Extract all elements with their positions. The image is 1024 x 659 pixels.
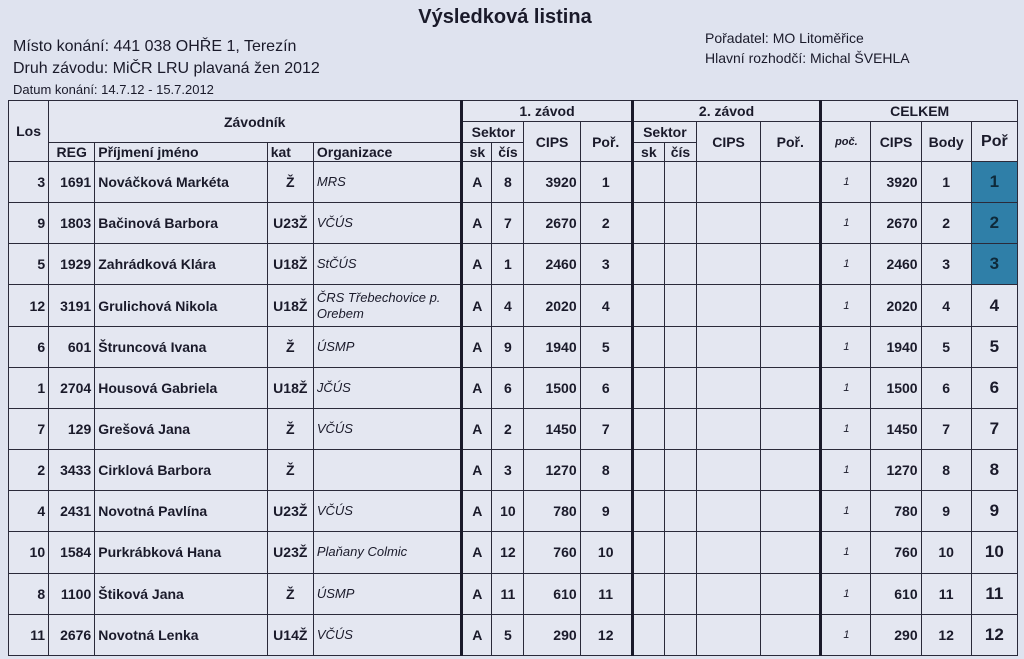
cell-por: 9 bbox=[580, 491, 632, 532]
cell-total-por: 11 bbox=[971, 573, 1017, 614]
cell-cips: 2020 bbox=[524, 285, 580, 326]
cell-cis2 bbox=[664, 367, 696, 408]
cell-cips: 1940 bbox=[524, 326, 580, 367]
cell-body: 4 bbox=[921, 285, 971, 326]
cell-sk: A bbox=[462, 326, 492, 367]
cell-total-por: 2 bbox=[971, 203, 1017, 244]
organizer-text: Pořadatel: MO Litoměřice bbox=[705, 30, 864, 46]
cell-name: Grešová Jana bbox=[95, 408, 268, 449]
cell-cips: 2460 bbox=[524, 244, 580, 285]
col-cips-2: CIPS bbox=[696, 122, 760, 162]
table-row bbox=[9, 326, 1018, 367]
cell-org: ÚSMP bbox=[313, 326, 461, 367]
cell-total-cips: 780 bbox=[871, 491, 921, 532]
cell-los: 8 bbox=[9, 573, 49, 614]
cell-sk: A bbox=[462, 408, 492, 449]
cell-kat: U23Ž bbox=[267, 491, 313, 532]
table-row bbox=[9, 491, 1018, 532]
cell-sk2 bbox=[632, 326, 664, 367]
cell-cis: 8 bbox=[492, 162, 524, 203]
cell-total-por: 5 bbox=[971, 326, 1017, 367]
cell-cips: 3920 bbox=[524, 162, 580, 203]
cell-poc: 1 bbox=[821, 367, 871, 408]
col-body: Body bbox=[921, 122, 971, 162]
cell-kat: Ž bbox=[267, 162, 313, 203]
col-sk-1: sk bbox=[462, 143, 492, 162]
cell-kat: U18Ž bbox=[267, 367, 313, 408]
cell-cis2 bbox=[664, 450, 696, 491]
cell-por2 bbox=[761, 614, 821, 655]
cell-sk: A bbox=[462, 573, 492, 614]
cell-kat: U14Ž bbox=[267, 614, 313, 655]
cell-los: 1 bbox=[9, 367, 49, 408]
col-por-2: Poř. bbox=[761, 122, 821, 162]
cell-los: 5 bbox=[9, 244, 49, 285]
cell-total-por: 3 bbox=[971, 244, 1017, 285]
cell-poc: 1 bbox=[821, 408, 871, 449]
cell-name: Cirklová Barbora bbox=[95, 450, 268, 491]
venue-text: Místo konání: 441 038 OHŘE 1, Terezín bbox=[13, 38, 297, 55]
cell-por2 bbox=[761, 244, 821, 285]
cell-cis: 2 bbox=[492, 408, 524, 449]
cell-los: 6 bbox=[9, 326, 49, 367]
judge-text: Hlavní rozhodčí: Michal ŠVEHLA bbox=[705, 50, 910, 66]
cell-org: VČÚS bbox=[313, 491, 461, 532]
cell-por2 bbox=[761, 408, 821, 449]
table-row bbox=[9, 408, 1018, 449]
col-sektor-1: Sektor bbox=[462, 122, 524, 143]
col-cis-1: čís bbox=[492, 143, 524, 162]
cell-org: Plaňany Colmic bbox=[313, 532, 461, 573]
cell-kat: Ž bbox=[267, 408, 313, 449]
cell-total-cips: 1500 bbox=[871, 367, 921, 408]
cell-sk: A bbox=[462, 491, 492, 532]
cell-cis2 bbox=[664, 326, 696, 367]
cell-total-cips: 2670 bbox=[871, 203, 921, 244]
cell-cis: 4 bbox=[492, 285, 524, 326]
col-por-total: Poř bbox=[971, 122, 1017, 162]
cell-org: JČÚS bbox=[313, 367, 461, 408]
cell-cis: 12 bbox=[492, 532, 524, 573]
cell-sk: A bbox=[462, 532, 492, 573]
cell-kat: Ž bbox=[267, 573, 313, 614]
cell-body: 11 bbox=[921, 573, 971, 614]
cell-los: 11 bbox=[9, 614, 49, 655]
cell-reg: 2676 bbox=[49, 614, 95, 655]
cell-total-por: 8 bbox=[971, 450, 1017, 491]
cell-poc: 1 bbox=[821, 285, 871, 326]
cell-total-por: 1 bbox=[971, 162, 1017, 203]
col-zavodnik: Závodník bbox=[49, 101, 462, 143]
cell-los: 7 bbox=[9, 408, 49, 449]
cell-por: 3 bbox=[580, 244, 632, 285]
col-kat: kat bbox=[267, 143, 313, 162]
race-type-text: Druh závodu: MiČR LRU plavaná žen 2012 bbox=[13, 60, 320, 77]
cell-cis2 bbox=[664, 573, 696, 614]
cell-cips2 bbox=[696, 614, 760, 655]
cell-sk: A bbox=[462, 285, 492, 326]
cell-por: 6 bbox=[580, 367, 632, 408]
cell-por: 11 bbox=[580, 573, 632, 614]
cell-sk2 bbox=[632, 532, 664, 573]
cell-name: Housová Gabriela bbox=[95, 367, 268, 408]
cell-cips2 bbox=[696, 244, 760, 285]
cell-body: 2 bbox=[921, 203, 971, 244]
cell-cis2 bbox=[664, 491, 696, 532]
cell-cis2 bbox=[664, 408, 696, 449]
table-row bbox=[9, 285, 1018, 326]
cell-reg: 3433 bbox=[49, 450, 95, 491]
cell-total-por: 6 bbox=[971, 367, 1017, 408]
cell-cips: 2670 bbox=[524, 203, 580, 244]
col-total: CELKEM bbox=[821, 101, 1018, 122]
cell-total-cips: 1270 bbox=[871, 450, 921, 491]
cell-total-cips: 1940 bbox=[871, 326, 921, 367]
results-body bbox=[9, 162, 1018, 656]
col-org: Organizace bbox=[313, 143, 461, 162]
cell-poc: 1 bbox=[821, 450, 871, 491]
table-row bbox=[9, 614, 1018, 655]
cell-name: Zahrádková Klára bbox=[95, 244, 268, 285]
cell-cips: 760 bbox=[524, 532, 580, 573]
cell-reg: 2704 bbox=[49, 367, 95, 408]
cell-body: 1 bbox=[921, 162, 971, 203]
cell-cips: 1500 bbox=[524, 367, 580, 408]
cell-org: VČÚS bbox=[313, 203, 461, 244]
cell-los: 9 bbox=[9, 203, 49, 244]
cell-los: 4 bbox=[9, 491, 49, 532]
cell-org: StČÚS bbox=[313, 244, 461, 285]
cell-total-cips: 2020 bbox=[871, 285, 921, 326]
results-table bbox=[8, 100, 1018, 656]
cell-name: Bačinová Barbora bbox=[95, 203, 268, 244]
col-race2: 2. závod bbox=[632, 101, 821, 122]
cell-total-por: 12 bbox=[971, 614, 1017, 655]
cell-cis: 9 bbox=[492, 326, 524, 367]
cell-sk2 bbox=[632, 367, 664, 408]
cell-org: ÚSMP bbox=[313, 573, 461, 614]
cell-sk: A bbox=[462, 162, 492, 203]
cell-poc: 1 bbox=[821, 326, 871, 367]
cell-cips2 bbox=[696, 367, 760, 408]
cell-kat: Ž bbox=[267, 450, 313, 491]
cell-sk: A bbox=[462, 367, 492, 408]
table-row bbox=[9, 367, 1018, 408]
cell-poc: 1 bbox=[821, 491, 871, 532]
cell-los: 3 bbox=[9, 162, 49, 203]
cell-por: 2 bbox=[580, 203, 632, 244]
cell-org bbox=[313, 450, 461, 491]
cell-poc: 1 bbox=[821, 573, 871, 614]
cell-por2 bbox=[761, 450, 821, 491]
cell-org: VČÚS bbox=[313, 408, 461, 449]
cell-por2 bbox=[761, 326, 821, 367]
cell-por2 bbox=[761, 162, 821, 203]
cell-body: 6 bbox=[921, 367, 971, 408]
cell-cis2 bbox=[664, 244, 696, 285]
cell-sk2 bbox=[632, 614, 664, 655]
cell-por: 1 bbox=[580, 162, 632, 203]
cell-cips2 bbox=[696, 408, 760, 449]
cell-por: 12 bbox=[580, 614, 632, 655]
cell-cis: 1 bbox=[492, 244, 524, 285]
cell-body: 3 bbox=[921, 244, 971, 285]
cell-por2 bbox=[761, 203, 821, 244]
cell-kat: U18Ž bbox=[267, 244, 313, 285]
cell-cis: 11 bbox=[492, 573, 524, 614]
cell-reg: 1929 bbox=[49, 244, 95, 285]
cell-sk2 bbox=[632, 162, 664, 203]
table-row bbox=[9, 532, 1018, 573]
cell-name: Štiková Jana bbox=[95, 573, 268, 614]
cell-por: 5 bbox=[580, 326, 632, 367]
cell-poc: 1 bbox=[821, 614, 871, 655]
col-sektor-2: Sektor bbox=[632, 122, 696, 143]
cell-reg: 601 bbox=[49, 326, 95, 367]
cell-total-cips: 290 bbox=[871, 614, 921, 655]
cell-reg: 1584 bbox=[49, 532, 95, 573]
cell-kat: U23Ž bbox=[267, 203, 313, 244]
cell-los: 10 bbox=[9, 532, 49, 573]
cell-total-cips: 2460 bbox=[871, 244, 921, 285]
cell-por2 bbox=[761, 285, 821, 326]
cell-org: ČRS Třebechovice p. Orebem bbox=[313, 285, 461, 326]
cell-cips2 bbox=[696, 573, 760, 614]
cell-total-por: 10 bbox=[971, 532, 1017, 573]
cell-body: 12 bbox=[921, 614, 971, 655]
cell-los: 12 bbox=[9, 285, 49, 326]
cell-reg: 3191 bbox=[49, 285, 95, 326]
col-por-1: Poř. bbox=[580, 122, 632, 162]
cell-sk2 bbox=[632, 573, 664, 614]
cell-por2 bbox=[761, 573, 821, 614]
page-title: Výsledková listina bbox=[418, 6, 592, 28]
cell-cips2 bbox=[696, 162, 760, 203]
cell-sk2 bbox=[632, 203, 664, 244]
col-cips-1: CIPS bbox=[524, 122, 580, 162]
cell-por2 bbox=[761, 367, 821, 408]
cell-cis2 bbox=[664, 285, 696, 326]
cell-sk2 bbox=[632, 244, 664, 285]
cell-name: Purkrábková Hana bbox=[95, 532, 268, 573]
cell-por: 4 bbox=[580, 285, 632, 326]
cell-poc: 1 bbox=[821, 162, 871, 203]
cell-cis2 bbox=[664, 532, 696, 573]
cell-cis2 bbox=[664, 203, 696, 244]
cell-por2 bbox=[761, 491, 821, 532]
cell-cis: 5 bbox=[492, 614, 524, 655]
cell-total-cips: 3920 bbox=[871, 162, 921, 203]
cell-los: 2 bbox=[9, 450, 49, 491]
cell-sk2 bbox=[632, 491, 664, 532]
cell-reg: 1803 bbox=[49, 203, 95, 244]
cell-total-por: 7 bbox=[971, 408, 1017, 449]
col-poc: poč. bbox=[821, 122, 871, 162]
cell-sk: A bbox=[462, 203, 492, 244]
cell-por: 10 bbox=[580, 532, 632, 573]
cell-total-por: 4 bbox=[971, 285, 1017, 326]
cell-body: 10 bbox=[921, 532, 971, 573]
cell-cips: 1450 bbox=[524, 408, 580, 449]
cell-total-cips: 1450 bbox=[871, 408, 921, 449]
cell-cips2 bbox=[696, 203, 760, 244]
cell-kat: U18Ž bbox=[267, 285, 313, 326]
cell-total-cips: 760 bbox=[871, 532, 921, 573]
cell-cips2 bbox=[696, 450, 760, 491]
cell-name: Novotná Pavlína bbox=[95, 491, 268, 532]
cell-cis: 7 bbox=[492, 203, 524, 244]
cell-cips2 bbox=[696, 532, 760, 573]
results-table-wrap bbox=[8, 100, 1018, 656]
cell-kat: Ž bbox=[267, 326, 313, 367]
cell-sk: A bbox=[462, 244, 492, 285]
cell-name: Štruncová Ivana bbox=[95, 326, 268, 367]
cell-body: 5 bbox=[921, 326, 971, 367]
cell-poc: 1 bbox=[821, 532, 871, 573]
cell-org: MRS bbox=[313, 162, 461, 203]
cell-cips: 610 bbox=[524, 573, 580, 614]
col-reg: REG bbox=[49, 143, 95, 162]
col-cis-2: čís bbox=[664, 143, 696, 162]
col-race1: 1. závod bbox=[462, 101, 632, 122]
cell-total-cips: 610 bbox=[871, 573, 921, 614]
cell-body: 9 bbox=[921, 491, 971, 532]
cell-cips2 bbox=[696, 285, 760, 326]
cell-reg: 1691 bbox=[49, 162, 95, 203]
cell-reg: 129 bbox=[49, 408, 95, 449]
cell-cis: 3 bbox=[492, 450, 524, 491]
cell-por: 7 bbox=[580, 408, 632, 449]
date-text: Datum konání: 14.7.12 - 15.7.2012 bbox=[13, 82, 214, 97]
col-name: Příjmení jméno bbox=[95, 143, 268, 162]
cell-sk2 bbox=[632, 408, 664, 449]
cell-name: Novotná Lenka bbox=[95, 614, 268, 655]
table-row bbox=[9, 162, 1018, 203]
cell-cis2 bbox=[664, 614, 696, 655]
cell-cips: 290 bbox=[524, 614, 580, 655]
cell-kat: U23Ž bbox=[267, 532, 313, 573]
cell-name: Grulichová Nikola bbox=[95, 285, 268, 326]
cell-org: VČÚS bbox=[313, 614, 461, 655]
cell-cips2 bbox=[696, 326, 760, 367]
cell-body: 7 bbox=[921, 408, 971, 449]
cell-name: Nováčková Markéta bbox=[95, 162, 268, 203]
table-row bbox=[9, 203, 1018, 244]
cell-body: 8 bbox=[921, 450, 971, 491]
col-cips-total: CIPS bbox=[871, 122, 921, 162]
cell-cips2 bbox=[696, 491, 760, 532]
cell-cips: 1270 bbox=[524, 450, 580, 491]
cell-poc: 1 bbox=[821, 203, 871, 244]
table-row bbox=[9, 244, 1018, 285]
cell-por: 8 bbox=[580, 450, 632, 491]
cell-sk2 bbox=[632, 450, 664, 491]
cell-sk: A bbox=[462, 614, 492, 655]
cell-sk2 bbox=[632, 285, 664, 326]
col-sk-2: sk bbox=[632, 143, 664, 162]
cell-reg: 2431 bbox=[49, 491, 95, 532]
cell-cis2 bbox=[664, 162, 696, 203]
cell-poc: 1 bbox=[821, 244, 871, 285]
cell-cips: 780 bbox=[524, 491, 580, 532]
cell-cis: 10 bbox=[492, 491, 524, 532]
cell-cis: 6 bbox=[492, 367, 524, 408]
cell-sk: A bbox=[462, 450, 492, 491]
col-los: Los bbox=[9, 101, 49, 162]
cell-por2 bbox=[761, 532, 821, 573]
table-row bbox=[9, 573, 1018, 614]
cell-reg: 1100 bbox=[49, 573, 95, 614]
cell-total-por: 9 bbox=[971, 491, 1017, 532]
table-row bbox=[9, 450, 1018, 491]
